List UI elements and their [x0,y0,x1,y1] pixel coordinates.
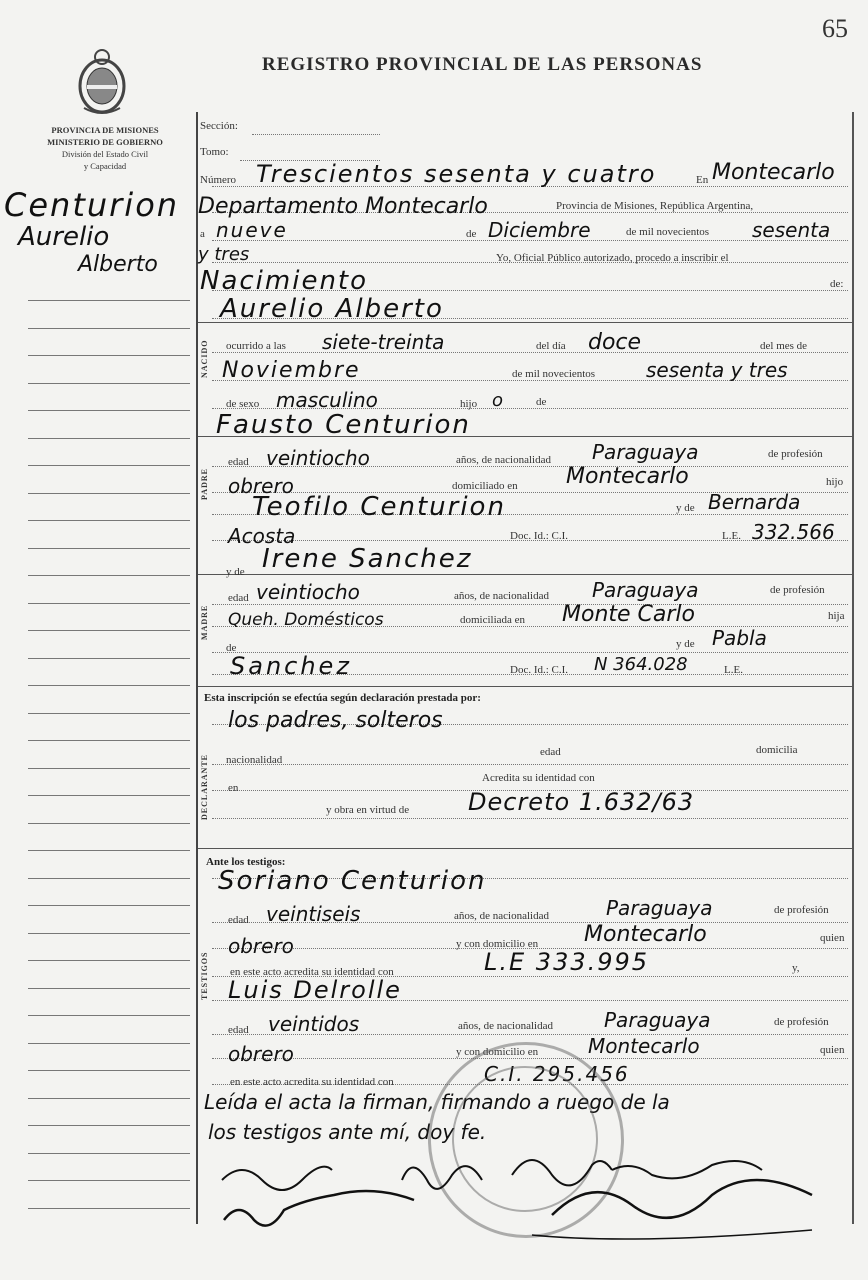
margin-ruled-line [28,520,190,521]
margin-ruled-line [28,960,190,961]
value-dia-nac: doce [588,330,642,355]
margin-ruled-line [28,988,190,989]
value-declarante: los padres, solteros [228,708,443,733]
margin-ruled-line [28,1153,190,1154]
value-ano: sesenta [752,218,831,242]
value-madre-edad: veintiocho [256,580,360,604]
label-prof-t1: de profesión [774,904,829,916]
label-y-comma: y, [792,962,800,974]
label-obra: y obra en virtud de [326,804,410,816]
label-ocurrido: ocurrido a las [226,340,286,352]
label-del-mes: del mes de [760,340,808,352]
label-doc-madre: Doc. Id.: C.I. [510,664,569,676]
value-t2-prof: obrero [228,1042,294,1066]
label-ante-testigos: Ante los testigos: [206,856,286,868]
value-en: Montecarlo [712,160,835,185]
signature-4 [612,1161,762,1178]
label-nac-padre: años, de nacionalidad [456,454,551,466]
label-de-colon: de: [830,278,844,290]
value-ano-2: y tres [198,244,250,265]
label-y-de-madre-2: y de [676,638,695,650]
signature-3 [512,1160,612,1185]
section-nacido: NACIDO [200,339,209,378]
label-domiciliado: domiciliado en [452,480,518,492]
label-en: En [696,174,709,186]
signature-5 [224,1191,414,1226]
value-t1-nac: Paraguaya [606,896,713,920]
value-hijo-o: o [492,390,504,411]
margin-ruled-line [28,878,190,879]
closing-line-2: los testigos ante mí, doy fe. [208,1120,487,1144]
value-padre-nac: Paraguaya [592,440,699,464]
label-numero: Número [200,174,237,186]
signature-2 [402,1166,482,1189]
value-t2-edad: veintidos [268,1012,360,1036]
divider-madre [198,574,852,575]
label-prof-t2: de profesión [774,1016,829,1028]
margin-ruled-line [28,355,190,356]
value-padre-prof: obrero [228,474,294,498]
value-decreto: Decreto 1.632/63 [468,788,695,816]
label-edad-t1: edad [228,914,249,926]
margin-given-name-1: Aurelio [18,222,110,252]
label-y-de-madre: y de [226,566,245,578]
label-nacionalidad: nacionalidad [226,754,283,766]
label-acredita: Acredita su identidad con [482,772,595,784]
label-acredita-t2: en este acto acredita su identidad con [230,1076,394,1088]
form-left-border [196,112,198,1224]
value-madre-nac: Paraguaya [592,578,699,602]
value-t1-edad: veintiseis [266,902,361,926]
margin-ruled-line [28,603,190,604]
divider-testigos [198,848,852,849]
margin-ruled-line [28,548,190,549]
label-dom-t2: y con domicilio en [456,1046,539,1058]
label-prof-madre: de profesión [770,584,825,596]
header-title: REGISTRO PROVINCIAL DE LAS PERSONAS [262,54,703,75]
signature-7 [532,1230,812,1239]
margin-ruled-line [28,438,190,439]
label-de-madre: de [226,642,237,654]
label-prof-padre: de profesión [768,448,823,460]
value-padre-edad: veintiocho [266,446,370,470]
label-seccion: Sección: [200,120,238,132]
label-edad-padre: edad [228,456,249,468]
label-edad-decl: edad [540,746,561,758]
margin-ruled-line [28,575,190,576]
margin-ruled-line [28,740,190,741]
value-abuela-m: Pabla [712,626,767,650]
value-testigo-1: Soriano Centurion [218,866,487,896]
value-departamento: Departamento Montecarlo [198,194,488,219]
label-dom-t1: y con domicilio en [456,938,539,950]
signatures [212,1140,832,1250]
label-de-hijo: de [536,396,547,408]
label-tomo: Tomo: [200,146,229,158]
margin-ruled-line [28,1125,190,1126]
label-quien-t1: quien [820,932,845,944]
label-inscripcion: Esta inscripción se efectúa según declaración prestada por: [204,692,481,704]
value-padre-dom: Montecarlo [566,464,689,489]
signature-6 [552,1180,812,1218]
margin-given-name-2: Alberto [78,252,158,277]
value-testigo-2: Luis Delrolle [228,976,402,1004]
label-domicilia: domicilia [756,744,798,756]
value-abuela: Bernarda [708,490,801,514]
coat-of-arms-seal [74,46,130,118]
label-edad-madre: edad [228,592,249,604]
label-de: de [466,228,477,240]
margin-ruled-line [28,713,190,714]
margin-ruled-line [28,905,190,906]
value-mes-nac: Noviembre [222,358,361,383]
value-madre-prof: Queh. Domésticos [228,610,384,630]
value-sexo: masculino [276,388,378,412]
value-madre-ci: N 364.028 [594,654,688,675]
signature-1 [222,1167,332,1190]
value-t2-doc: C.I. 295.456 [484,1062,630,1086]
margin-ruled-line [28,933,190,934]
margin-ruled-line [28,493,190,494]
margin-ruled-line [28,850,190,851]
label-le-padre: L.E. [722,530,741,542]
label-yo: Yo, Oficial Público autorizado, procedo a inscribir el [496,252,729,264]
value-t1-dom: Montecarlo [584,922,707,947]
value-padre: Fausto Centurion [216,410,471,440]
margin-surname: Centurion [4,186,180,224]
value-t2-nac: Paraguaya [604,1008,711,1032]
label-de-mil-2: de mil novecientos [512,368,596,380]
value-padre-le: 332.566 [752,520,835,544]
label-domiciliada: domiciliada en [460,614,526,626]
margin-ruled-line [28,383,190,384]
margin-ruled-line [28,410,190,411]
line-seccion [252,134,380,135]
value-abuela-ap: Acosta [228,524,296,548]
label-hija: hija [828,610,845,622]
label-sexo: de sexo [226,398,260,410]
label-nac-t2: años, de nacionalidad [458,1020,553,1032]
label-quien-t2: quien [820,1044,845,1056]
margin-ruled-line [28,1015,190,1016]
label-nac-t1: años, de nacionalidad [454,910,549,922]
margin-ruled-line [28,465,190,466]
label-nac-madre: años, de nacionalidad [454,590,549,602]
section-declarante: DECLARANTE [200,753,209,820]
margin-ruled-line [28,768,190,769]
value-ano-nac: sesenta y tres [646,358,788,382]
margin-ruled-line [28,1208,190,1209]
closing-line-1: Leída el acta la firman, firmando a ruego de la [204,1090,670,1114]
province-block: PROVINCIA DE MISIONES MINISTERIO DE GOBIERNO División del Estado Civil y Capacidad [47,125,163,171]
value-abuelo: Teofilo Centurion [252,492,506,522]
label-y-de: y de [676,502,695,514]
label-hijo-2: hijo [826,476,844,488]
divider-declarante [198,686,852,687]
margin-ruled-line [28,1043,190,1044]
form-fill-line [212,764,848,765]
margin-ruled-line [28,1180,190,1181]
label-del-dia: del día [536,340,566,352]
label-edad-t2: edad [228,1024,249,1036]
value-madre-dom: Monte Carlo [562,602,695,627]
section-padre: PADRE [200,468,209,500]
label-le-madre: L.E. [724,664,743,676]
section-testigos: TESTIGOS [200,951,209,1000]
value-abuela-m-ap: Sanchez [230,652,352,680]
page-number: 65 [822,14,848,43]
section-madre: MADRE [200,604,209,640]
margin-ruled-line [28,795,190,796]
margin-ruled-line [28,658,190,659]
label-a: a [200,228,205,240]
value-hora: siete-treinta [322,330,445,354]
form-fill-line [212,604,848,605]
form-fill-line [212,818,848,819]
margin-ruled-line [28,685,190,686]
label-provincia: Provincia de Misiones, República Argentina, [556,200,754,212]
value-numero: Trescientos sesenta y cuatro [256,160,657,188]
value-madre: Irene Sanchez [262,544,473,574]
form-right-border [852,112,854,1224]
value-t1-prof: obrero [228,934,294,958]
margin-ruled-line [28,300,190,301]
label-hijo: hijo [460,398,478,410]
margin-ruled-line [28,1070,190,1071]
margin-ruled-line [28,1098,190,1099]
label-de-mil: de mil novecientos [626,226,710,238]
value-dia: nueve [216,218,288,242]
margin-ruled-line [28,328,190,329]
value-acto: Nacimiento [200,266,369,296]
form-fill-line [212,352,848,353]
value-nombre: Aurelio Alberto [220,294,444,324]
margin-ruled-line [28,630,190,631]
margin-ruled-line [28,823,190,824]
value-t1-doc: L.E 333.995 [484,948,650,976]
value-t2-dom: Montecarlo [588,1034,700,1058]
label-acredita-t1: en este acto acredita su identidad con [230,966,394,978]
label-doc-padre: Doc. Id.: C.I. [510,530,569,542]
label-en-decl: en [228,782,239,794]
value-mes: Diciembre [488,218,591,242]
